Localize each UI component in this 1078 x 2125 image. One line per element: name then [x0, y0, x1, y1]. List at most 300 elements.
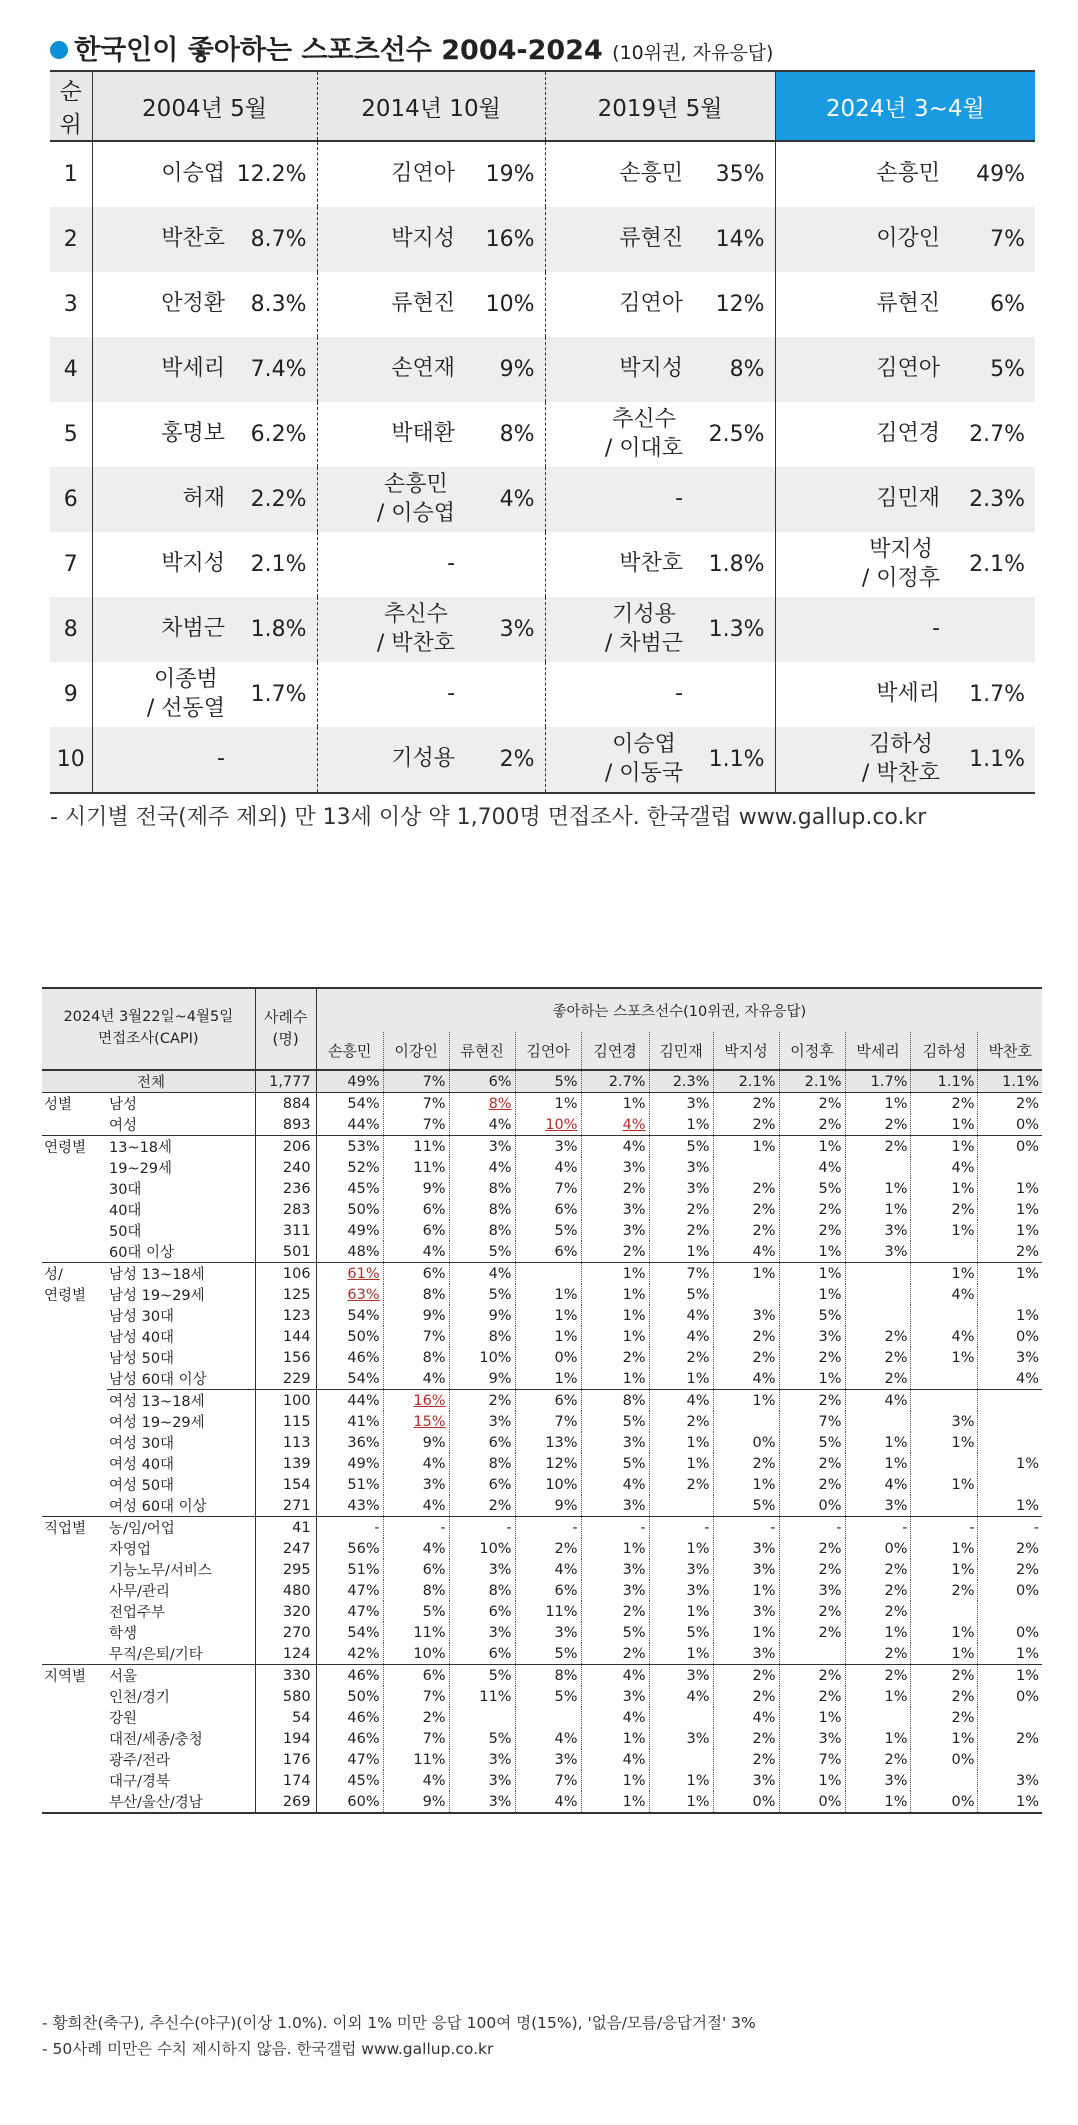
value-cell [779, 1263, 845, 1285]
value-text: 4% [554, 1793, 578, 1810]
value-text: 3% [686, 1730, 710, 1747]
value-text: 3% [752, 1645, 776, 1662]
value-text: 5% [622, 1624, 646, 1641]
value-cell [779, 1199, 845, 1220]
value-text: 2% [686, 1349, 710, 1366]
row-label: 무직/은퇴/기타 [108, 1647, 203, 1663]
demographic-row [42, 1601, 1042, 1622]
value-cell [845, 1728, 911, 1749]
value-cell [383, 1136, 449, 1158]
value-text: 1% [951, 1434, 975, 1451]
survey-footnote-2: - 50사례 미만은 수치 제시하지 않음. 한국갤럽 www.gallup.co.kr [42, 2040, 494, 2058]
demographic-row [42, 1622, 1042, 1643]
player-percent: 2.2% [235, 467, 317, 532]
value-cell [845, 1643, 911, 1665]
value-cell [515, 1114, 581, 1136]
value-text: 2% [422, 1709, 446, 1726]
value-cell [845, 1517, 911, 1539]
sample-size-cell: 236 [255, 1178, 316, 1199]
value-text: 49% [347, 1073, 380, 1090]
value-text: 3% [752, 1561, 776, 1578]
value-cell [515, 1791, 581, 1813]
value-text: 4% [422, 1497, 446, 1514]
value-cell [713, 1770, 779, 1791]
value-cell [911, 1601, 978, 1622]
player-name-text: - [447, 551, 456, 577]
player-percent: 2.7% [969, 422, 1026, 447]
value-cell [515, 1347, 581, 1368]
row-group-label [42, 1070, 107, 1093]
value-cell [713, 1178, 779, 1199]
row-group-label: 지역별 [42, 1665, 107, 1687]
value-text: 60% [347, 1793, 380, 1810]
value-cell [515, 1432, 581, 1453]
value-text: 2% [951, 1201, 975, 1218]
value-text: 5% [554, 1073, 578, 1090]
value-text: 4% [422, 1243, 446, 1260]
row-group-label [42, 1559, 107, 1580]
value-text: 0% [1015, 1688, 1039, 1705]
player-percent: 12% [715, 292, 765, 317]
demographic-row [42, 1241, 1042, 1263]
value-cell [713, 1707, 779, 1728]
sample-size-cell: 176 [255, 1749, 316, 1770]
value-text: 1% [752, 1582, 776, 1599]
value-text: 1% [951, 1138, 975, 1155]
value-cell [713, 1390, 779, 1412]
value-cell [383, 1686, 449, 1707]
value-text: 1.1% [1002, 1073, 1039, 1090]
row-group-label [42, 1305, 107, 1326]
value-text: 4% [951, 1159, 975, 1176]
value-cell [845, 1220, 911, 1241]
value-cell [713, 1453, 779, 1474]
value-text: 3% [622, 1561, 646, 1578]
value-cell [978, 1241, 1042, 1263]
value-cell [515, 1368, 581, 1390]
player-name [92, 402, 235, 467]
value-cell [515, 1538, 581, 1559]
player-name-text: 손흥민 [876, 161, 941, 187]
value-text: 1% [884, 1201, 908, 1218]
value-cell [713, 1601, 779, 1622]
value-cell [581, 1178, 649, 1199]
value-cell [581, 1390, 649, 1412]
value-text: 2% [951, 1667, 975, 1684]
value-cell [515, 1517, 581, 1539]
value-text: 49% [347, 1455, 380, 1472]
player-name-text: 김연아 [391, 161, 456, 187]
sample-size-cell: 41 [255, 1517, 316, 1539]
value-text: 54% [347, 1624, 380, 1641]
value-text: 6% [554, 1582, 578, 1599]
demographic-row [42, 1770, 1042, 1791]
value-text: 5% [622, 1413, 646, 1430]
value-text: 2% [884, 1603, 908, 1620]
value-cell [649, 1601, 713, 1622]
value-cell [911, 1665, 978, 1687]
value-text: 54% [347, 1307, 380, 1324]
value-cell [449, 1728, 515, 1749]
value-cell [383, 1643, 449, 1665]
value-cell [911, 1368, 978, 1390]
demographic-row [42, 1114, 1042, 1136]
value-cell [978, 1495, 1042, 1517]
value-cell [383, 1263, 449, 1285]
value-text: 0% [554, 1349, 578, 1366]
player-name [545, 337, 693, 402]
value-text: 4% [686, 1307, 710, 1324]
value-text: 1% [884, 1095, 908, 1112]
sample-size-cell: 269 [255, 1791, 316, 1813]
value-text: 6% [422, 1265, 446, 1282]
value-cell [449, 1178, 515, 1199]
value-cell [713, 1622, 779, 1643]
value-cell [449, 1220, 515, 1241]
row-label: 50대 [108, 1224, 142, 1240]
value-cell [713, 1241, 779, 1263]
demographic-row [42, 1559, 1042, 1580]
value-cell [449, 1665, 515, 1687]
value-text: 1% [818, 1286, 842, 1303]
value-cell [449, 1136, 515, 1158]
row-group-label [42, 1643, 107, 1665]
value-text: 10% [413, 1645, 446, 1662]
value-text: 1% [951, 1561, 975, 1578]
sample-size-cell: 194 [255, 1728, 316, 1749]
value-cell [779, 1390, 845, 1412]
row-group-label [42, 1538, 107, 1559]
value-text: 1% [951, 1116, 975, 1133]
value-text: 6% [488, 1603, 512, 1620]
value-text: 2% [1015, 1095, 1039, 1112]
value-cell [581, 1749, 649, 1770]
value-cell [383, 1241, 449, 1263]
sample-size-cell: 283 [255, 1199, 316, 1220]
value-text: 1% [1015, 1497, 1039, 1514]
player-column-header: 김민재 [649, 1032, 713, 1070]
value-cell [779, 1770, 845, 1791]
value-cell [383, 1114, 449, 1136]
value-cell [581, 1770, 649, 1791]
sample-size-cell: 115 [255, 1411, 316, 1432]
player-name [775, 727, 950, 793]
value-cell [581, 1791, 649, 1813]
row-group-label [42, 1601, 107, 1622]
value-text: - [572, 1519, 578, 1536]
value-cell [316, 1665, 383, 1687]
value-cell [449, 1474, 515, 1495]
value-cell [581, 1707, 649, 1728]
value-text: 8% [422, 1582, 446, 1599]
row-label: 농/임/어업 [107, 1517, 255, 1539]
value-cell [845, 1114, 911, 1136]
row-label: 인천/경기 [108, 1690, 170, 1706]
value-text: 1% [622, 1265, 646, 1282]
survey-method: 면접조사(CAPI) [98, 1031, 199, 1047]
value-text: 4% [884, 1392, 908, 1409]
value-text: 50% [347, 1328, 380, 1345]
value-text: 5% [554, 1688, 578, 1705]
player-name [92, 467, 235, 532]
value-text: 2% [884, 1349, 908, 1366]
value-text: 6% [554, 1392, 578, 1409]
value-text: 1% [951, 1265, 975, 1282]
player-name-text: 안정환 [161, 291, 225, 317]
value-text: 1% [1015, 1667, 1039, 1684]
value-cell [978, 1390, 1042, 1412]
value-cell [845, 1432, 911, 1453]
value-text: 4% [422, 1455, 446, 1472]
value-cell [978, 1665, 1042, 1687]
sample-size-cell: 893 [255, 1114, 316, 1136]
row-group-label [42, 1749, 107, 1770]
value-cell [713, 1538, 779, 1559]
value-text: 7% [554, 1413, 578, 1430]
value-cell [649, 1538, 713, 1559]
row-group-label: 직업별 [42, 1517, 107, 1539]
value-text: 1% [686, 1455, 710, 1472]
value-cell [449, 1347, 515, 1368]
value-text: 2% [622, 1243, 646, 1260]
value-text: 3% [884, 1772, 908, 1789]
value-cell [449, 1199, 515, 1220]
value-text: 0% [1015, 1328, 1039, 1345]
value-cell [911, 1791, 978, 1813]
value-text: 2% [622, 1603, 646, 1620]
value-text: 8% [488, 1201, 512, 1218]
value-cell [713, 1432, 779, 1453]
value-cell [383, 1453, 449, 1474]
value-cell [978, 1453, 1042, 1474]
value-cell [845, 1749, 911, 1770]
row-group-label [42, 1199, 107, 1220]
value-text: 7% [422, 1328, 446, 1345]
value-cell [911, 1093, 978, 1115]
value-cell [316, 1728, 383, 1749]
value-text: 3% [1015, 1349, 1039, 1366]
player-name [317, 272, 465, 337]
value-text: 1% [951, 1540, 975, 1557]
demographic-row [42, 1791, 1042, 1813]
value-cell [581, 1432, 649, 1453]
row-label: 남성 19~29세 [108, 1288, 205, 1304]
ranking-row [50, 337, 1035, 402]
value-cell [845, 1326, 911, 1347]
player-name-text: 추신수 / 박찬호 [376, 602, 456, 656]
value-text: 1% [752, 1265, 776, 1282]
value-text: 2.3% [672, 1073, 710, 1090]
value-text: - [506, 1519, 512, 1536]
sample-size-cell: 271 [255, 1495, 316, 1517]
value-cell [515, 1241, 581, 1263]
demographic-row [42, 1368, 1042, 1390]
value-cell [779, 1622, 845, 1643]
sample-size-cell: 330 [255, 1665, 316, 1687]
row-label: 대구/경북 [108, 1774, 170, 1790]
value-cell [383, 1707, 449, 1728]
value-text: 2% [884, 1582, 908, 1599]
player-name-text: - [675, 681, 684, 707]
row-group-label: 성별 [42, 1093, 107, 1115]
rank-number: 1 [63, 162, 78, 187]
demographic-row [42, 1707, 1042, 1728]
row-label: 자영업 [108, 1542, 151, 1558]
value-text: 0% [951, 1793, 975, 1810]
value-cell [649, 1263, 713, 1285]
rank-number: 9 [63, 682, 78, 707]
value-cell [978, 1707, 1042, 1728]
value-cell [649, 1157, 713, 1178]
value-cell [911, 1305, 978, 1326]
value-text: 53% [347, 1138, 380, 1155]
player-name [545, 402, 693, 467]
value-text: 2% [686, 1201, 710, 1218]
value-text: 1% [1015, 1455, 1039, 1472]
value-text: 4% [951, 1328, 975, 1345]
value-cell [779, 1643, 845, 1665]
value-text: 1.7% [870, 1073, 908, 1090]
value-cell [978, 1178, 1042, 1199]
value-cell [779, 1665, 845, 1687]
value-cell [779, 1136, 845, 1158]
value-cell [581, 1728, 649, 1749]
value-cell [713, 1643, 779, 1665]
sample-size-cell: 156 [255, 1347, 316, 1368]
value-cell [649, 1284, 713, 1305]
row-label: 대전/세종/충청 [108, 1732, 203, 1748]
value-text: 1% [884, 1455, 908, 1472]
player-percent: 19% [485, 162, 535, 187]
value-cell [978, 1686, 1042, 1707]
value-text: 54% [347, 1370, 380, 1387]
value-cell [316, 1178, 383, 1199]
value-cell [845, 1368, 911, 1390]
value-text: 1% [951, 1476, 975, 1493]
player-percent: 2.5% [708, 422, 765, 447]
value-cell [779, 1411, 845, 1432]
value-text: 1% [1015, 1307, 1039, 1324]
value-text: 2% [752, 1328, 776, 1345]
survey-corner-header [42, 988, 255, 1070]
row-label: 부산/울산/경남 [107, 1791, 255, 1813]
value-text: - [374, 1519, 380, 1536]
value-cell [713, 1728, 779, 1749]
value-cell [779, 1601, 845, 1622]
value-cell [713, 1474, 779, 1495]
value-text: 2% [884, 1370, 908, 1387]
value-cell [845, 1157, 911, 1178]
value-cell [649, 1770, 713, 1791]
value-text: 7% [554, 1772, 578, 1789]
value-text: 0% [752, 1434, 776, 1451]
value-cell [713, 1580, 779, 1601]
player-name-text: 김연경 [876, 421, 941, 447]
value-cell [515, 1453, 581, 1474]
value-text: 46% [347, 1667, 380, 1684]
value-cell [383, 1390, 449, 1412]
value-cell [383, 1347, 449, 1368]
value-text: 54% [347, 1095, 380, 1112]
value-cell [911, 1559, 978, 1580]
player-name [317, 532, 465, 597]
value-cell [581, 1686, 649, 1707]
value-text: 1% [884, 1730, 908, 1747]
value-cell [713, 1326, 779, 1347]
value-cell [845, 1601, 911, 1622]
value-text: 6% [554, 1201, 578, 1218]
value-text: 3% [488, 1138, 512, 1155]
player-percent: 9% [465, 337, 545, 402]
rank-number: 4 [50, 337, 92, 402]
ranking-row [50, 467, 1035, 532]
value-cell [449, 1263, 515, 1285]
value-cell [649, 1390, 713, 1412]
player-percent: 49% [976, 162, 1026, 187]
value-cell [649, 1453, 713, 1474]
value-text: 7% [422, 1073, 446, 1090]
value-text: 8% [488, 1095, 512, 1112]
value-text: 5% [488, 1243, 512, 1260]
row-label: 사무/관리 [108, 1584, 170, 1600]
player-percent [465, 662, 545, 727]
player-name-text: 박찬호 [619, 551, 684, 577]
player-column-header: 박찬호 [978, 1032, 1042, 1070]
ranking-row [50, 402, 1035, 467]
value-cell [911, 1643, 978, 1665]
value-cell [449, 1791, 515, 1813]
row-group-label [42, 1453, 107, 1474]
value-text: 3% [622, 1159, 646, 1176]
player-percent: 14% [693, 207, 775, 272]
value-cell [316, 1368, 383, 1390]
value-cell [649, 1305, 713, 1326]
value-cell [978, 1474, 1042, 1495]
demographic-row [42, 1070, 1042, 1093]
value-text: 4% [554, 1159, 578, 1176]
value-cell [581, 1070, 649, 1093]
sample-size-cell: 154 [255, 1474, 316, 1495]
value-cell [383, 1601, 449, 1622]
value-text: 1% [884, 1624, 908, 1641]
value-text: 0% [951, 1751, 975, 1768]
value-cell [713, 1263, 779, 1285]
row-label: 여성 [108, 1118, 137, 1134]
row-label: 남성 60대 이상 [108, 1372, 207, 1388]
value-cell [316, 1220, 383, 1241]
value-cell [845, 1241, 911, 1263]
sample-size-cell: 106 [255, 1263, 316, 1285]
value-text: 5% [686, 1138, 710, 1155]
value-text: 4% [554, 1730, 578, 1747]
rank-number: 6 [50, 467, 92, 532]
value-cell [978, 1220, 1042, 1241]
value-cell [845, 1707, 911, 1728]
value-cell [978, 1791, 1042, 1813]
sample-size-cell: 113 [255, 1432, 316, 1453]
value-cell [779, 1686, 845, 1707]
player-name [92, 532, 235, 597]
row-label: 강원 [108, 1711, 137, 1727]
value-cell [581, 1559, 649, 1580]
player-percent: 1.7% [250, 682, 307, 707]
row-label: 전업주부 [108, 1605, 165, 1621]
value-cell [978, 1284, 1042, 1305]
player-name-text: 추신수 / 이대호 [604, 407, 684, 461]
value-cell [316, 1580, 383, 1601]
value-text: 2% [622, 1180, 646, 1197]
value-text: 1% [1015, 1645, 1039, 1662]
